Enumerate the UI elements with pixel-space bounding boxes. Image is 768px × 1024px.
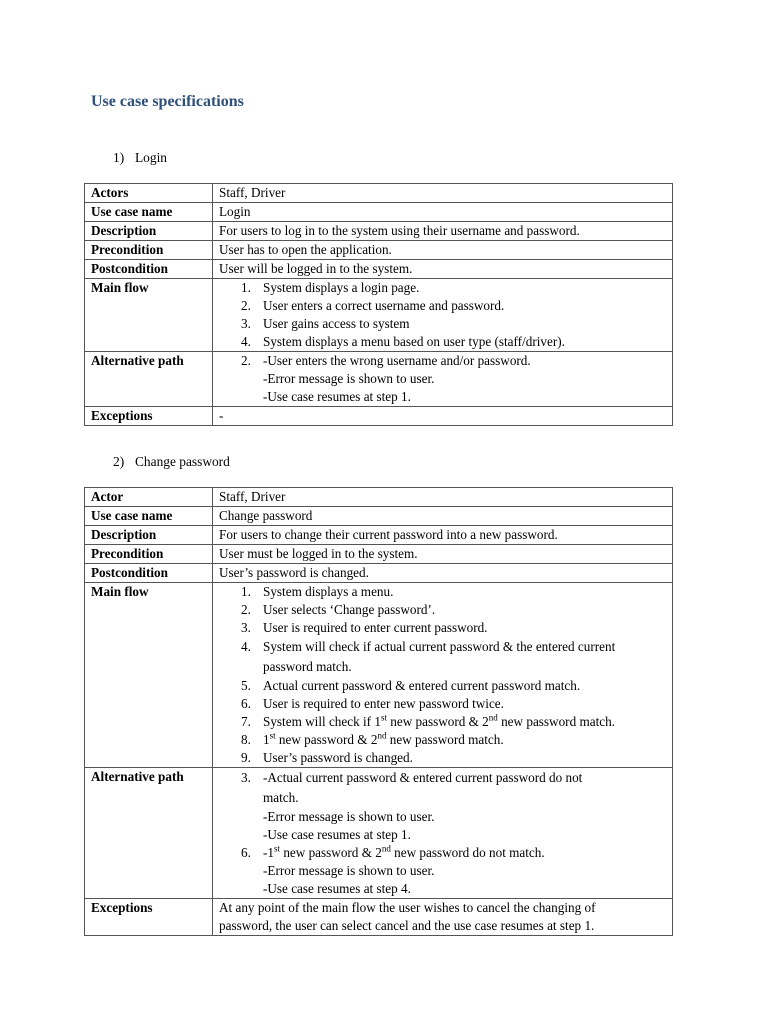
row-label: Use case name <box>85 507 213 526</box>
step-number: 5. <box>241 678 251 693</box>
step-text: System will check if 1st new password & 2nd new password match. <box>263 712 615 729</box>
row-value <box>213 352 673 407</box>
main-flow-list <box>219 279 666 351</box>
step-number: 3. <box>241 316 251 331</box>
row-label: Alternative path <box>85 352 213 407</box>
row-value: Change password <box>213 507 673 526</box>
list-item <box>219 352 666 370</box>
step-number: 2. <box>241 602 251 617</box>
section-heading-login <box>113 150 167 166</box>
step-text: System displays a login page. <box>263 280 420 295</box>
step-number: 1. <box>241 584 251 599</box>
alternative-path-list <box>219 844 666 862</box>
step-text: User is required to enter new password twice. <box>263 696 504 711</box>
step-text: User gains access to system <box>263 316 410 331</box>
step-text: System will check if actual current password & the entered current <box>263 639 616 654</box>
step-text: User is required to enter current password. <box>263 620 488 635</box>
list-item <box>219 749 666 767</box>
step-number: 6. <box>241 845 251 860</box>
row-label: Use case name <box>85 203 213 222</box>
row-label: Postcondition <box>85 260 213 279</box>
step-text: -Use case resumes at step 1. <box>263 389 411 404</box>
table-row <box>85 279 673 352</box>
step-text: -Use case resumes at step 1. <box>263 827 411 842</box>
section-number: 1) <box>113 150 125 165</box>
step-text: User selects ‘Change password’. <box>263 602 436 617</box>
table-row <box>85 507 673 526</box>
list-item <box>219 695 666 713</box>
row-value: Staff, Driver <box>213 488 673 507</box>
table-row <box>85 583 673 768</box>
step-text: Actual current password & entered current password match. <box>263 678 581 693</box>
list-item <box>219 844 666 862</box>
row-label: Main flow <box>85 279 213 352</box>
step-text: System displays a menu based on user type (staff/driver). <box>263 334 565 349</box>
row-label: Actor <box>85 488 213 507</box>
step-number: 2. <box>241 298 251 313</box>
main-flow-list <box>219 583 666 767</box>
step-number: 6. <box>241 696 251 711</box>
row-value: For users to change their current password into a new password. <box>213 526 673 545</box>
row-value: - <box>213 407 673 426</box>
step-text: match. <box>263 790 299 805</box>
row-value: Login <box>213 203 673 222</box>
step-text: password match. <box>263 659 352 674</box>
step-number: 2. <box>241 353 251 368</box>
row-label: Postcondition <box>85 564 213 583</box>
list-item <box>219 315 666 333</box>
list-item <box>219 279 666 297</box>
login-use-case-table <box>84 183 673 426</box>
table-row <box>85 407 673 426</box>
table-row <box>85 352 673 407</box>
change-password-use-case-table <box>84 487 673 936</box>
alternative-path-list <box>219 352 666 370</box>
row-label: Exceptions <box>85 899 213 936</box>
step-text: -1st new password & 2nd new password do not match. <box>263 843 545 860</box>
step-text: 1st new password & 2nd new password match. <box>263 730 504 747</box>
row-value: User will be logged in to the system. <box>213 260 673 279</box>
step-text: -Use case resumes at step 4. <box>263 881 411 896</box>
step-text: -Error message is shown to user. <box>263 371 435 386</box>
list-item <box>219 677 666 695</box>
list-item <box>219 297 666 315</box>
step-text: -Actual current password & entered current password do not <box>263 770 583 785</box>
row-value: User’s password is changed. <box>213 564 673 583</box>
step-text: -Error message is shown to user. <box>263 863 435 878</box>
step-number: 8. <box>241 732 251 747</box>
table-row <box>85 184 673 203</box>
list-item <box>219 333 666 351</box>
table-row <box>85 488 673 507</box>
step-number: 3. <box>241 620 251 635</box>
section-heading-change-password <box>113 454 230 470</box>
page-title: Use case specifications <box>91 93 244 110</box>
table-row <box>85 899 673 936</box>
row-label: Actors <box>85 184 213 203</box>
table-row <box>85 526 673 545</box>
table-row <box>85 768 673 899</box>
row-value <box>213 768 673 899</box>
row-value: User must be logged in to the system. <box>213 545 673 564</box>
step-text: User enters a correct username and password. <box>263 298 505 313</box>
list-item <box>219 731 666 749</box>
step-number: 3. <box>241 770 251 785</box>
row-label: Alternative path <box>85 768 213 899</box>
table-row <box>85 203 673 222</box>
step-number: 1. <box>241 280 251 295</box>
section-title: Login <box>135 150 167 165</box>
step-number: 4. <box>241 639 251 654</box>
row-value <box>213 583 673 768</box>
table-row <box>85 545 673 564</box>
row-label: Precondition <box>85 545 213 564</box>
row-label: Description <box>85 222 213 241</box>
row-label: Exceptions <box>85 407 213 426</box>
list-item <box>219 583 666 601</box>
table-row <box>85 564 673 583</box>
row-value: Staff, Driver <box>213 184 673 203</box>
step-text: User’s password is changed. <box>263 750 413 765</box>
row-value: User has to open the application. <box>213 241 673 260</box>
step-text: -User enters the wrong username and/or password. <box>263 353 531 368</box>
step-number: 4. <box>241 334 251 349</box>
row-label: Description <box>85 526 213 545</box>
step-text: System displays a menu. <box>263 584 394 599</box>
table-row <box>85 241 673 260</box>
table-row <box>85 260 673 279</box>
step-text: -Error message is shown to user. <box>263 809 435 824</box>
section-number: 2) <box>113 454 125 469</box>
row-label: Main flow <box>85 583 213 768</box>
list-item <box>219 619 666 637</box>
table-row <box>85 222 673 241</box>
row-value: For users to log in to the system using their username and password. <box>213 222 673 241</box>
row-value: At any point of the main flow the user wishes to cancel the changing of password, the user can select cancel and the use case resumes at step 1. <box>213 899 673 936</box>
row-label: Precondition <box>85 241 213 260</box>
row-value <box>213 279 673 352</box>
step-number: 7. <box>241 714 251 729</box>
section-title: Change password <box>135 454 230 469</box>
list-item <box>219 768 666 808</box>
list-item <box>219 713 666 731</box>
list-item <box>219 601 666 619</box>
step-number: 9. <box>241 750 251 765</box>
list-item <box>219 637 666 677</box>
alternative-path-list <box>219 768 666 808</box>
